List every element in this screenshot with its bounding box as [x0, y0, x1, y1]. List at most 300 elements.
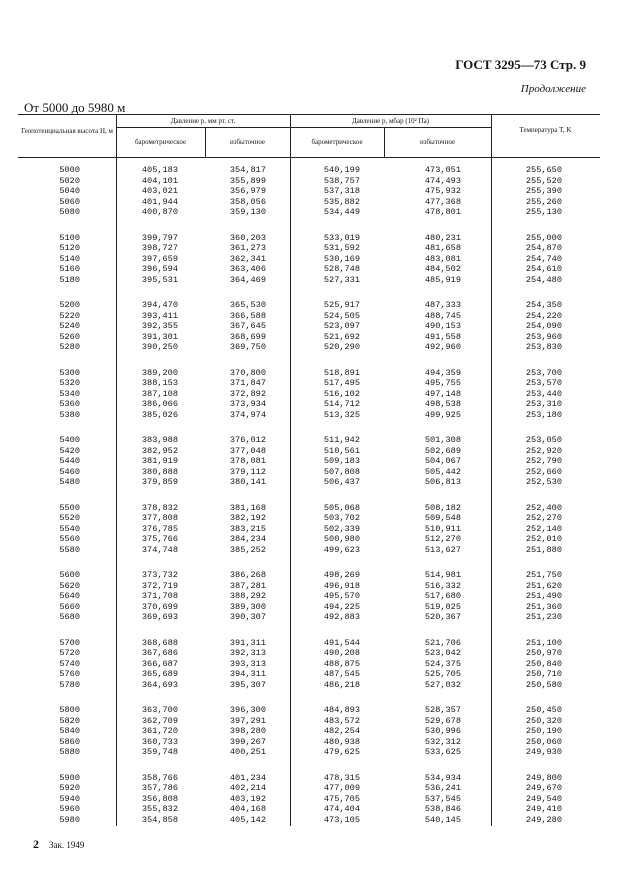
column-group-mbar: Давление p, мбар (10² Па): [351, 117, 430, 125]
cell-mbar-excess: 485,919: [424, 274, 461, 285]
cell-temperature: 255,390: [525, 186, 562, 197]
cell-mmhg-excess: 393,313: [229, 658, 266, 669]
cell-temperature: 251,490: [525, 591, 562, 602]
cell-mbar-barometric: 503,702: [323, 513, 360, 524]
cell-temperature: 254,090: [525, 321, 562, 332]
cell-temperature: 255,000: [525, 232, 562, 243]
cell-height: 5560: [59, 534, 80, 545]
cell-mmhg-excess: 403,192: [229, 793, 266, 804]
cell-mbar-barometric: 531,592: [323, 243, 360, 254]
cell-mbar-excess: 488,745: [424, 310, 461, 321]
cell-mbar-excess: 514,981: [424, 570, 461, 580]
cell-mmhg-excess: 402,214: [229, 783, 266, 794]
continuation-label: Продолжение: [520, 83, 586, 95]
cell-mbar-excess: 519,025: [424, 601, 461, 612]
cell-mmhg-excess: 356,979: [229, 186, 266, 197]
cell-mbar-excess: 497,148: [424, 388, 461, 399]
cell-mmhg-barometric: 362,709: [141, 715, 178, 726]
cell-mmhg-barometric: 390,250: [141, 342, 178, 353]
cell-height: 5220: [59, 310, 80, 321]
cell-temperature: 254,740: [525, 253, 562, 264]
cell-mbar-excess: 529,678: [424, 715, 461, 726]
page-footer: [33, 837, 84, 852]
cell-temperature: 251,100: [525, 637, 562, 648]
cell-height: 5000: [59, 165, 80, 175]
cell-mmhg-barometric: 405,183: [141, 165, 178, 175]
cell-mbar-barometric: 535,882: [323, 196, 360, 207]
cell-mbar-excess: 495,755: [424, 378, 461, 389]
cell-mbar-barometric: 502,339: [323, 523, 360, 534]
cell-height: 5740: [59, 658, 80, 669]
cell-mmhg-barometric: 365,689: [141, 669, 178, 680]
cell-height: 5060: [59, 196, 80, 207]
cell-height: 5960: [59, 804, 80, 815]
cell-temperature: 250,320: [525, 715, 562, 726]
cell-height: 5520: [59, 513, 80, 524]
cell-temperature: 253,180: [525, 409, 562, 420]
cell-mbar-barometric: 500,980: [323, 534, 360, 545]
cell-mbar-excess: 504,067: [424, 456, 461, 467]
cell-mbar-barometric: 507,808: [323, 466, 360, 477]
cell-mbar-excess: 506,813: [424, 477, 461, 488]
cell-mbar-barometric: 509,183: [323, 456, 360, 467]
cell-mbar-barometric: 518,891: [323, 367, 360, 378]
cell-mmhg-excess: 388,292: [229, 591, 266, 602]
cell-mmhg-excess: 399,267: [229, 736, 266, 747]
cell-height: 5980: [59, 814, 80, 825]
cell-height: 5800: [59, 705, 80, 715]
cell-mmhg-barometric: 393,411: [141, 310, 178, 321]
cell-mmhg-barometric: 391,301: [141, 331, 178, 342]
cell-temperature: 255,650: [525, 165, 562, 175]
cell-height: 5400: [59, 435, 80, 445]
cell-temperature: 250,710: [525, 669, 562, 680]
cell-mbar-excess: 540,145: [424, 814, 461, 825]
cell-mbar-excess: 523,042: [424, 648, 461, 659]
cell-height: 5600: [59, 570, 80, 580]
cell-height: 5920: [59, 783, 80, 794]
cell-temperature: 253,960: [525, 331, 562, 342]
cell-mmhg-excess: 364,469: [229, 274, 266, 285]
cell-mmhg-excess: 386,268: [229, 570, 266, 580]
column-header-temperature: Температура T, K: [519, 126, 572, 134]
column-header-mmhg-barometric: барометрическое: [134, 138, 187, 146]
cell-mbar-barometric: 498,269: [323, 570, 360, 580]
cell-height: 5940: [59, 793, 80, 804]
cell-mmhg-excess: 395,307: [229, 679, 266, 690]
cell-temperature: 253,050: [525, 435, 562, 445]
range-label: От 5000 до 5980 м: [24, 100, 126, 115]
cell-mmhg-barometric: 364,693: [141, 679, 178, 690]
cell-mmhg-barometric: 382,952: [141, 445, 178, 456]
cell-temperature: 254,480: [525, 274, 562, 285]
cell-height: 5100: [59, 232, 80, 243]
cell-height: 5320: [59, 378, 80, 389]
cell-mmhg-excess: 371,847: [229, 378, 266, 389]
cell-temperature: 250,060: [525, 736, 562, 747]
cell-mbar-barometric: 514,712: [323, 399, 360, 410]
cell-mbar-excess: 527,032: [424, 679, 461, 690]
cell-height: 5240: [59, 321, 80, 332]
cell-mbar-barometric: 488,875: [323, 658, 360, 669]
cell-mmhg-barometric: 374,748: [141, 544, 178, 555]
cell-temperature: 252,790: [525, 456, 562, 467]
cell-temperature: 251,750: [525, 570, 562, 580]
cell-height: 5040: [59, 186, 80, 197]
cell-mmhg-barometric: 381,919: [141, 456, 178, 467]
cell-mmhg-barometric: 389,200: [141, 367, 178, 378]
cell-mbar-excess: 528,357: [424, 705, 461, 715]
cell-mmhg-barometric: 357,786: [141, 783, 178, 794]
cell-temperature: 249,670: [525, 783, 562, 794]
cell-temperature: 254,610: [525, 264, 562, 275]
cell-mbar-excess: 516,332: [424, 580, 461, 591]
cell-temperature: 253,830: [525, 342, 562, 353]
cell-mbar-barometric: 490,208: [323, 648, 360, 659]
cell-mmhg-barometric: 395,531: [141, 274, 178, 285]
cell-mbar-excess: 525,705: [424, 669, 461, 680]
cell-mbar-barometric: 528,748: [323, 264, 360, 275]
cell-mmhg-excess: 380,141: [229, 477, 266, 488]
cell-height: 5860: [59, 736, 80, 747]
cell-height: 5780: [59, 679, 80, 690]
cell-mmhg-excess: 367,645: [229, 321, 266, 332]
cell-mmhg-excess: 372,892: [229, 388, 266, 399]
cell-mbar-excess: 474,493: [424, 175, 461, 186]
cell-mbar-barometric: 510,561: [323, 445, 360, 456]
cell-mbar-excess: 505,442: [424, 466, 461, 477]
cell-mbar-barometric: 483,572: [323, 715, 360, 726]
cell-temperature: 253,310: [525, 399, 562, 410]
cell-mbar-excess: 538,846: [424, 804, 461, 815]
cell-mbar-excess: 508,182: [424, 502, 461, 513]
cell-mmhg-excess: 360,203: [229, 232, 266, 243]
cell-temperature: 255,260: [525, 196, 562, 207]
cell-mmhg-barometric: 404,101: [141, 175, 178, 186]
cell-mbar-barometric: 511,942: [323, 435, 360, 445]
cell-mbar-barometric: 480,938: [323, 736, 360, 747]
cell-mbar-barometric: 520,290: [323, 342, 360, 353]
cell-mmhg-barometric: 379,859: [141, 477, 178, 488]
cell-mbar-excess: 487,333: [424, 300, 461, 310]
cell-mbar-barometric: 486,218: [323, 679, 360, 690]
cell-mbar-barometric: 537,318: [323, 186, 360, 197]
cell-mbar-excess: 510,911: [424, 523, 461, 534]
cell-temperature: 252,920: [525, 445, 562, 456]
cell-mbar-barometric: 478,315: [323, 772, 360, 783]
cell-height: 5380: [59, 409, 80, 420]
cell-mbar-barometric: 523,097: [323, 321, 360, 332]
cell-mbar-barometric: 475,705: [323, 793, 360, 804]
cell-height: 5680: [59, 612, 80, 623]
cell-mmhg-excess: 384,234: [229, 534, 266, 545]
cell-mbar-barometric: 479,625: [323, 747, 360, 758]
cell-temperature: 252,400: [525, 502, 562, 513]
cell-temperature: 249,410: [525, 804, 562, 815]
cell-temperature: 250,970: [525, 648, 562, 659]
cell-mmhg-barometric: 358,766: [141, 772, 178, 783]
cell-temperature: 250,580: [525, 679, 562, 690]
cell-mbar-barometric: 494,225: [323, 601, 360, 612]
cell-temperature: 249,540: [525, 793, 562, 804]
cell-height: 5280: [59, 342, 80, 353]
cell-mbar-excess: 524,375: [424, 658, 461, 669]
cell-temperature: 253,570: [525, 378, 562, 389]
cell-mmhg-excess: 363,406: [229, 264, 266, 275]
cell-temperature: 251,230: [525, 612, 562, 623]
cell-mmhg-excess: 355,899: [229, 175, 266, 186]
cell-mmhg-barometric: 388,153: [141, 378, 178, 389]
cell-height: 5340: [59, 388, 80, 399]
cell-mbar-excess: 498,538: [424, 399, 461, 410]
cell-mmhg-excess: 390,307: [229, 612, 266, 623]
cell-mbar-excess: 481,658: [424, 243, 461, 254]
cell-height: 5900: [59, 772, 80, 783]
cell-mmhg-excess: 365,530: [229, 300, 266, 310]
cell-mmhg-barometric: 399,797: [141, 232, 178, 243]
cell-mbar-barometric: 525,917: [323, 300, 360, 310]
cell-height: 5300: [59, 367, 80, 378]
cell-mmhg-barometric: 368,688: [141, 637, 178, 648]
cell-height: 5620: [59, 580, 80, 591]
cell-mbar-excess: 512,270: [424, 534, 461, 545]
cell-temperature: 250,450: [525, 705, 562, 715]
cell-height: 5660: [59, 601, 80, 612]
cell-mbar-barometric: 533,019: [323, 232, 360, 243]
cell-temperature: 251,360: [525, 601, 562, 612]
cell-height: 5480: [59, 477, 80, 488]
cell-mbar-excess: 517,680: [424, 591, 461, 602]
cell-mbar-barometric: 538,757: [323, 175, 360, 186]
cell-mbar-excess: 520,367: [424, 612, 461, 623]
column-header-mmhg-excess: избыточное: [229, 138, 266, 146]
column-header-height: Геопотенциальная высота H, м: [21, 127, 113, 135]
cell-height: 5200: [59, 300, 80, 310]
cell-mbar-barometric: 540,199: [323, 165, 360, 175]
cell-mbar-barometric: 484,893: [323, 705, 360, 715]
cell-mbar-barometric: 513,325: [323, 409, 360, 420]
cell-mmhg-excess: 373,934: [229, 399, 266, 410]
cell-temperature: 252,270: [525, 513, 562, 524]
cell-mbar-barometric: 506,437: [323, 477, 360, 488]
cell-mbar-barometric: 473,105: [323, 814, 360, 825]
cell-height: 5420: [59, 445, 80, 456]
cell-mbar-excess: 483,081: [424, 253, 461, 264]
cell-mmhg-excess: 358,056: [229, 196, 266, 207]
cell-mmhg-excess: 397,291: [229, 715, 266, 726]
cell-mmhg-excess: 374,974: [229, 409, 266, 420]
cell-mbar-excess: 494,359: [424, 367, 461, 378]
cell-mbar-excess: 491,558: [424, 331, 461, 342]
cell-temperature: 249,280: [525, 814, 562, 825]
cell-mmhg-barometric: 403,021: [141, 186, 178, 197]
cell-mmhg-barometric: 354,858: [141, 814, 178, 825]
cell-height: 5540: [59, 523, 80, 534]
cell-mbar-barometric: 491,544: [323, 637, 360, 648]
cell-temperature: 255,520: [525, 175, 562, 186]
cell-mbar-barometric: 534,449: [323, 207, 360, 218]
cell-mbar-excess: 534,934: [424, 772, 461, 783]
cell-mbar-excess: 477,368: [424, 196, 461, 207]
cell-mbar-excess: 480,231: [424, 232, 461, 243]
cell-height: 5440: [59, 456, 80, 467]
cell-mmhg-barometric: 366,687: [141, 658, 178, 669]
cell-mmhg-barometric: 360,733: [141, 736, 178, 747]
cell-mmhg-barometric: 387,108: [141, 388, 178, 399]
cell-mbar-barometric: 495,570: [323, 591, 360, 602]
cell-mbar-excess: 473,051: [424, 165, 461, 175]
cell-mbar-excess: 532,312: [424, 736, 461, 747]
cell-mmhg-barometric: 373,732: [141, 570, 178, 580]
cell-mmhg-excess: 378,081: [229, 456, 266, 467]
cell-mbar-excess: 530,996: [424, 726, 461, 737]
cell-mmhg-barometric: 371,708: [141, 591, 178, 602]
cell-mmhg-barometric: 401,944: [141, 196, 178, 207]
cell-height: 5260: [59, 331, 80, 342]
cell-mbar-barometric: 496,918: [323, 580, 360, 591]
cell-height: 5080: [59, 207, 80, 218]
cell-mmhg-excess: 394,311: [229, 669, 266, 680]
cell-mbar-excess: 484,502: [424, 264, 461, 275]
cell-mmhg-barometric: 355,832: [141, 804, 178, 815]
cell-mmhg-excess: 366,588: [229, 310, 266, 321]
column-header-mbar-excess: избыточное: [419, 138, 456, 146]
cell-mbar-excess: 533,625: [424, 747, 461, 758]
cell-mmhg-barometric: 394,470: [141, 300, 178, 310]
cell-mbar-excess: 513,627: [424, 544, 461, 555]
cell-temperature: 253,700: [525, 367, 562, 378]
cell-mmhg-barometric: 376,785: [141, 523, 178, 534]
cell-height: 5360: [59, 399, 80, 410]
cell-height: 5500: [59, 502, 80, 513]
cell-temperature: 252,010: [525, 534, 562, 545]
footer-page-number: 2: [33, 837, 39, 851]
cell-height: 5760: [59, 669, 80, 680]
cell-temperature: 254,870: [525, 243, 562, 254]
cell-height: 5120: [59, 243, 80, 254]
cell-mbar-excess: 521,706: [424, 637, 461, 648]
cell-temperature: 250,190: [525, 726, 562, 737]
cell-temperature: 251,620: [525, 580, 562, 591]
cell-mmhg-excess: 382,192: [229, 513, 266, 524]
cell-mmhg-barometric: 392,355: [141, 321, 178, 332]
cell-height: 5160: [59, 264, 80, 275]
cell-mbar-barometric: 530,169: [323, 253, 360, 264]
cell-mbar-barometric: 499,623: [323, 544, 360, 555]
cell-mmhg-barometric: 398,727: [141, 243, 178, 254]
cell-mbar-excess: 501,308: [424, 435, 461, 445]
cell-temperature: 254,220: [525, 310, 562, 321]
cell-height: 5020: [59, 175, 80, 186]
cell-mmhg-excess: 361,273: [229, 243, 266, 254]
cell-temperature: 252,140: [525, 523, 562, 534]
cell-mmhg-barometric: 369,693: [141, 612, 178, 623]
cell-mmhg-excess: 362,341: [229, 253, 266, 264]
column-header-mbar-barometric: барометрическое: [311, 138, 363, 146]
cell-height: 5820: [59, 715, 80, 726]
cell-mmhg-barometric: 400,870: [141, 207, 178, 218]
cell-mmhg-barometric: 378,832: [141, 502, 178, 513]
cell-mmhg-barometric: 367,686: [141, 648, 178, 659]
cell-mmhg-excess: 376,012: [229, 435, 266, 445]
cell-mmhg-barometric: 377,808: [141, 513, 178, 524]
cell-mmhg-barometric: 359,748: [141, 747, 178, 758]
cell-height: 5720: [59, 648, 80, 659]
cell-mbar-barometric: 527,331: [323, 274, 360, 285]
cell-mmhg-excess: 381,168: [229, 502, 266, 513]
cell-height: 5180: [59, 274, 80, 285]
cell-height: 5700: [59, 637, 80, 648]
cell-mmhg-excess: 370,800: [229, 367, 266, 378]
cell-height: 5140: [59, 253, 80, 264]
cell-mmhg-excess: 398,280: [229, 726, 266, 737]
cell-mmhg-excess: 368,699: [229, 331, 266, 342]
cell-mmhg-excess: 359,130: [229, 207, 266, 218]
cell-mmhg-excess: 385,252: [229, 544, 266, 555]
cell-mbar-excess: 490,153: [424, 321, 461, 332]
cell-mbar-excess: 478,801: [424, 207, 461, 218]
cell-temperature: 249,800: [525, 772, 562, 783]
cell-height: 5460: [59, 466, 80, 477]
cell-mbar-barometric: 505,068: [323, 502, 360, 513]
cell-mmhg-barometric: 361,720: [141, 726, 178, 737]
cell-mmhg-excess: 396,300: [229, 705, 266, 715]
cell-mmhg-excess: 383,215: [229, 523, 266, 534]
cell-mmhg-excess: 377,048: [229, 445, 266, 456]
cell-mmhg-barometric: 375,766: [141, 534, 178, 545]
cell-mbar-barometric: 477,009: [323, 783, 360, 794]
cell-height: 5880: [59, 747, 80, 758]
footer-order: Зак. 1949: [49, 840, 85, 850]
cell-temperature: 250,840: [525, 658, 562, 669]
cell-mbar-excess: 509,548: [424, 513, 461, 524]
cell-mmhg-barometric: 356,808: [141, 793, 178, 804]
cell-temperature: 253,440: [525, 388, 562, 399]
cell-mmhg-excess: 379,112: [229, 466, 266, 477]
column-group-mmhg: Давление p, мм рт. ст.: [170, 117, 236, 125]
cell-mmhg-excess: 369,750: [229, 342, 266, 353]
cell-mbar-barometric: 492,883: [323, 612, 360, 623]
cell-mmhg-barometric: 386,066: [141, 399, 178, 410]
cell-mbar-excess: 502,689: [424, 445, 461, 456]
cell-mmhg-excess: 354,817: [229, 165, 266, 175]
cell-temperature: 252,530: [525, 477, 562, 488]
cell-mmhg-excess: 391,311: [229, 637, 266, 648]
cell-mbar-barometric: 524,505: [323, 310, 360, 321]
document-header: ГОСТ 3295—73 Стр. 9: [455, 57, 586, 72]
cell-temperature: 249,930: [525, 747, 562, 758]
cell-mmhg-excess: 405,142: [229, 814, 266, 825]
cell-mbar-excess: 499,925: [424, 409, 461, 420]
cell-temperature: 255,130: [525, 207, 562, 218]
cell-mbar-excess: 475,932: [424, 186, 461, 197]
cell-mbar-barometric: 474,404: [323, 804, 360, 815]
cell-temperature: 251,880: [525, 544, 562, 555]
cell-mmhg-excess: 392,313: [229, 648, 266, 659]
cell-mmhg-excess: 404,168: [229, 804, 266, 815]
cell-mmhg-barometric: 385,026: [141, 409, 178, 420]
cell-mbar-barometric: 516,102: [323, 388, 360, 399]
cell-mbar-excess: 537,545: [424, 793, 461, 804]
cell-mbar-barometric: 487,545: [323, 669, 360, 680]
cell-mmhg-excess: 400,251: [229, 747, 266, 758]
cell-temperature: 252,660: [525, 466, 562, 477]
cell-mbar-barometric: 517,495: [323, 378, 360, 389]
cell-mmhg-barometric: 370,699: [141, 601, 178, 612]
cell-temperature: 254,350: [525, 300, 562, 310]
cell-mmhg-barometric: 372,719: [141, 580, 178, 591]
cell-mbar-excess: 536,241: [424, 783, 461, 794]
